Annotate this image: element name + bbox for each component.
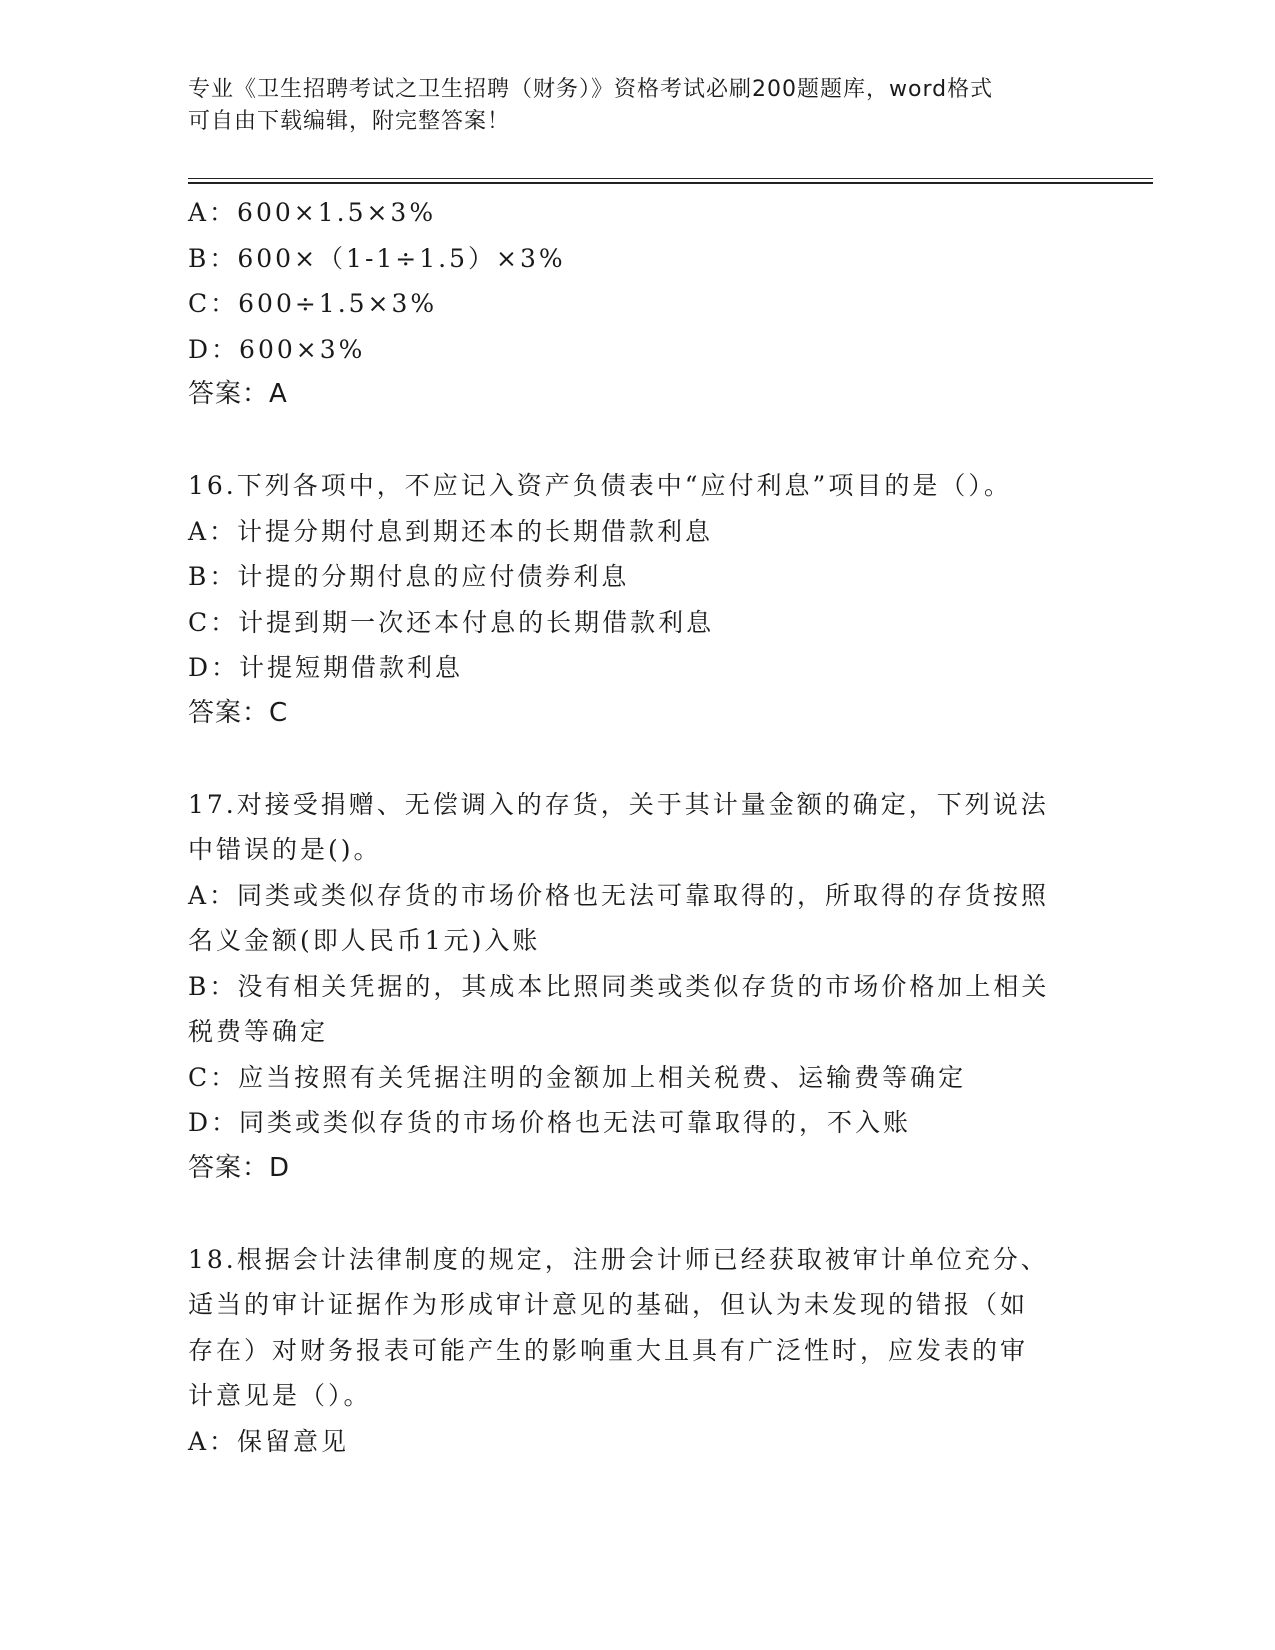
- option-a: A：保留意见: [188, 1426, 350, 1456]
- option-a: A：同类或类似存货的市场价格也无法可靠取得的，所取得的存货按照: [188, 880, 1050, 910]
- header-divider: [188, 182, 1153, 184]
- question-stem: 16.下列各项中，不应记入资产负债表中“应付利息”项目的是（）。: [188, 471, 1012, 500]
- question-stem: 存在）对财务报表可能产生的影响重大且具有广泛性时，应发表的审: [188, 1335, 1029, 1365]
- option-a: A：600×1.5×3%: [188, 198, 437, 227]
- header-line-2: 可自由下载编辑，附完整答案！: [188, 109, 511, 134]
- option-c: C：计提到期一次还本付息的长期借款利息: [188, 607, 715, 637]
- question-stem: 18.根据会计法律制度的规定，注册会计师已经获取被审计单位充分、: [188, 1244, 1049, 1274]
- option-b: B：没有相关凭据的，其成本比照同类或类似存货的市场价格加上相关: [188, 971, 1050, 1001]
- header-divider: [188, 178, 1153, 179]
- option-c: C：600÷1.5×3%: [188, 289, 438, 318]
- question-stem: 适当的审计证据作为形成审计意见的基础，但认为未发现的错报（如: [188, 1290, 1029, 1319]
- option-a: 名义金额(即人民币1元)入账: [188, 926, 541, 955]
- option-a: A：计提分期付息到期还本的长期借款利息: [188, 516, 714, 546]
- page-header: [188, 74, 1068, 138]
- header-line-1: 专业《卫生招聘考试之卫生招聘（财务）》资格考试必刷200题题库，word格式: [188, 77, 994, 102]
- question-block-15: [188, 190, 1078, 418]
- question-block-16: [188, 463, 1078, 736]
- option-d: D：600×3%: [188, 334, 366, 364]
- answer-line: 答案：C: [188, 697, 289, 728]
- question-block-18: [188, 1237, 1078, 1465]
- option-b: B：计提的分期付息的应付债券利息: [188, 562, 630, 591]
- question-stem: 17.对接受捐赠、无偿调入的存货，关于其计量金额的确定，下列说法: [188, 789, 1049, 819]
- option-d: D：同类或类似存货的市场价格也无法可靠取得的，不入账: [188, 1108, 912, 1137]
- answer-line: 答案：A: [188, 379, 288, 409]
- question-stem: 中错误的是()。: [188, 835, 382, 864]
- question-block-17: [188, 782, 1078, 1192]
- option-c: C：应当按照有关凭据注明的金额加上相关税费、运输费等确定: [188, 1062, 967, 1092]
- question-list: [188, 190, 1078, 1464]
- answer-line: 答案：D: [188, 1152, 291, 1183]
- option-d: D：计提短期借款利息: [188, 653, 464, 682]
- question-stem: 计意见是（）。: [188, 1381, 372, 1410]
- option-b: 税费等确定: [188, 1017, 329, 1046]
- option-b: B：600×（1-1÷1.5）×3%: [188, 243, 566, 273]
